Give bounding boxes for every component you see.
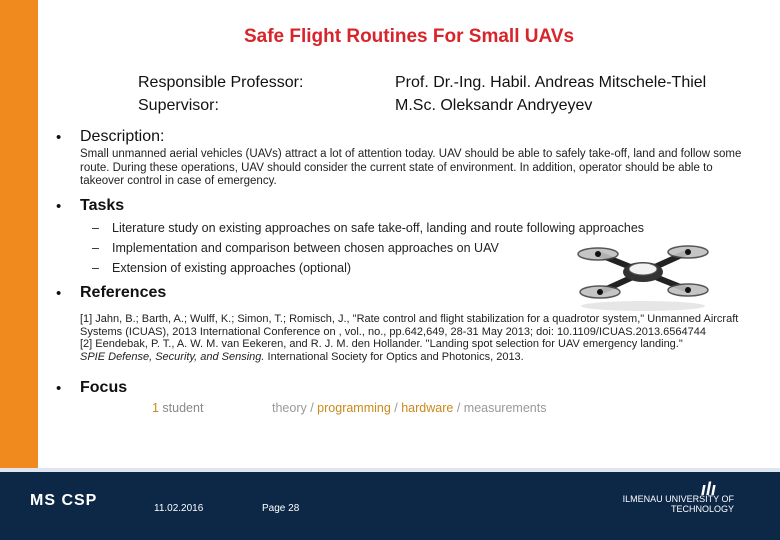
focus-separator: / — [390, 401, 402, 415]
description-text: Small unmanned aerial vehicles (UAVs) attract a lot of attention today. UAV should be able to safely take-off, land and follow some route. During these operations, UAV should consider the current state of environment. In addition, operator should be able to takeover control in case of emergency. — [80, 148, 742, 187]
supervisor-value: M.Sc. Oleksandr Andryeyev — [395, 97, 593, 114]
reference-1: [1] Jahn, B.; Barth, A.; Wulff, K.; Simon, T.; Romisch, J., "Rate control and flight stabilization for a quadrotor system," Unmanned Aircraft Systems (ICUAS), 2013 International Conference on , vol., no., pp.642,649, 28-31 May 2013; doi: 10.1109/ICUAS.2013.6564744 — [80, 313, 739, 338]
tu-ilmenau-logo — [622, 479, 734, 514]
task-item — [92, 241, 499, 255]
orange-side-bar — [0, 0, 38, 468]
description-heading: Description: — [80, 128, 165, 145]
footer-divider — [0, 468, 780, 472]
task-text: Extension of existing approaches (optional) — [112, 261, 352, 275]
footer-date: 11.02.2016 — [154, 503, 204, 514]
footer-page-number: Page 28 — [262, 503, 300, 514]
dash-icon: – — [92, 261, 99, 275]
references-list — [80, 313, 760, 363]
student-count-number: 1 — [152, 401, 159, 415]
focus-heading: Focus — [80, 379, 128, 396]
mscsp-logo: MS CSP — [30, 492, 98, 509]
task-item — [92, 261, 351, 275]
reference-2-tail: International Society for Optics and Photonics, 2013. — [264, 350, 524, 363]
tu-ilmenau-logo-line2: TECHNOLOGY — [670, 504, 734, 514]
student-count — [152, 401, 203, 415]
focus-theory: theory / — [272, 401, 318, 415]
focus-measurements: / measurements — [453, 401, 547, 415]
focus-hardware: hardware — [401, 401, 454, 415]
bullet-icon: • — [56, 380, 62, 397]
task-text: Literature study on existing approaches on safe take-off, landing and route following approaches — [112, 221, 645, 235]
focus-programming: programming — [317, 401, 391, 415]
reference-2-main: [2] Eendebak, P. T., A. W. M. van Eekeren, and R. J. M. den Hollander. "Landing spot selection for UAV emergency landing." — [80, 338, 683, 350]
student-count-label: student — [158, 401, 204, 415]
bullet-icon: • — [56, 285, 62, 302]
task-text: Implementation and comparison between chosen approaches on UAV — [112, 241, 499, 255]
tasks-heading: Tasks — [80, 197, 125, 214]
task-item — [92, 221, 644, 235]
supervisor-label: Supervisor: — [138, 97, 219, 114]
quadrotor-drone-image — [568, 232, 718, 317]
dash-icon: – — [92, 241, 99, 255]
tu-ilmenau-logo-line1: ILMENAU UNIVERSITY OF — [622, 494, 734, 504]
bullet-icon: • — [56, 129, 62, 146]
slide-title: Safe Flight Routines For Small UAVs — [243, 26, 575, 47]
professor-label: Responsible Professor: — [138, 74, 304, 91]
reference-2 — [80, 338, 760, 363]
references-heading: References — [80, 284, 167, 301]
tu-ilmenau-mark-icon: ılı — [700, 479, 716, 499]
footer-bar — [0, 468, 780, 540]
focus-areas — [272, 401, 546, 415]
reference-2-venue: SPIE Defense, Security, and Sensing. — [80, 350, 265, 363]
professor-value: Prof. Dr.-Ing. Habil. Andreas Mitschele-Thiel — [395, 74, 707, 91]
bullet-icon: • — [56, 198, 62, 215]
dash-icon: – — [92, 221, 99, 235]
